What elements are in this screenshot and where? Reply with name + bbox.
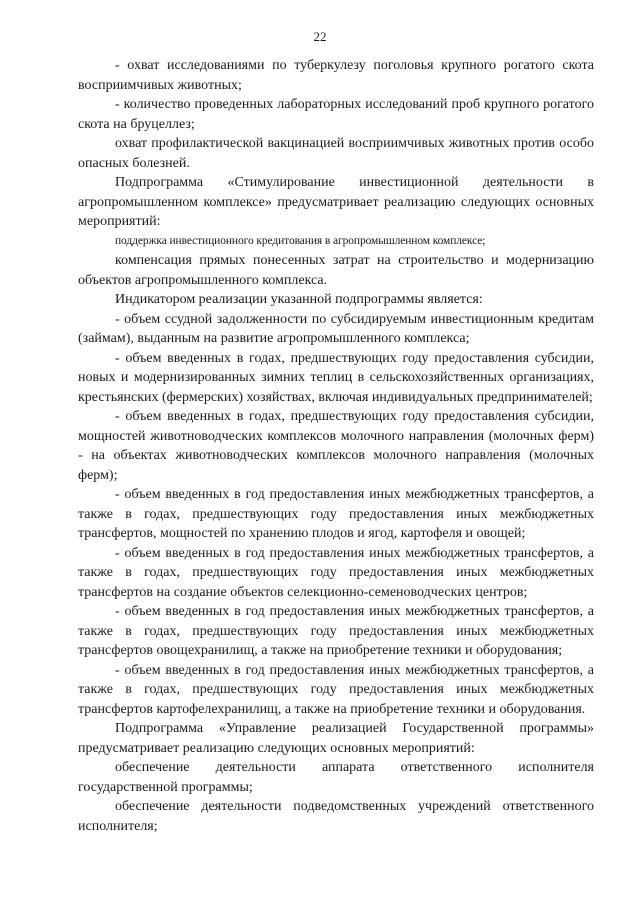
page-number: 22 — [313, 29, 327, 44]
paragraph: охват профилактической вакцинацией восприимчивых животных против особо опасных болезней. — [78, 136, 594, 171]
paragraph: Индикатором реализации указанной подпрограммы является: — [115, 292, 483, 307]
paragraph: Подпрограмма «Стимулирование инвестиционной деятельности в агропромышленном комплексе» предусматривает реализацию следующих основных мероприятий: — [78, 175, 594, 229]
paragraph: обеспечение деятельности аппарата ответственного исполнителя государственной программы; — [78, 760, 594, 795]
paragraph: Подпрограмма «Управление реализацией Государственной программы» предусматривает реализацию следующих основных мероприятий: — [78, 721, 594, 756]
paragraph: - объем ссудной задолженности по субсидируемым инвестиционным кредитам (займам), выданным на развитие агропромышленного комплекса; — [78, 311, 594, 346]
paragraph: - объем введенных в год предоставления иных межбюджетных трансфертов, а также в годах, предшествующих году предоставления иных межбюджетных трансфертов, мощностей по хранению плодов и ягод, картофеля и овощей; — [78, 487, 594, 541]
paragraph: компенсация прямых понесенных затрат на строительство и модернизацию объектов агропромышленного комплекса. — [78, 253, 594, 288]
paragraph: - объем введенных в год предоставления иных межбюджетных трансфертов, а также в годах, предшествующих году предоставления иных межбюджетных трансфертов на создание объектов селекционно-семеноводческих центров; — [78, 545, 594, 600]
paragraph: - объем введенных в год предоставления иных межбюджетных трансфертов, а также в годах, предшествующих году предоставления иных межбюджетных трансфертов картофелехранилищ, а также на приобретение техники и оборудования. — [78, 662, 594, 717]
paragraph: - количество проведенных лабораторных исследований проб крупного рогатого скота на бруцеллез; — [78, 97, 594, 132]
paragraph: - объем введенных в год предоставления иных межбюджетных трансфертов, а также в годах, предшествующих году предоставления иных межбюджетных трансфертов овощехранилищ, а также на приобретение техники и оборудования; — [78, 604, 594, 658]
paragraph: - объем введенных в годах, предшествующих году предоставления субсидии, новых и модернизированных зимних теплиц в сельскохозяйственных организациях, крестьянских (фермерских) хозяйствах, включая индивидуальных предпринимателей; — [78, 350, 594, 405]
paragraph: поддержка инвестиционного кредитования в агропромышленном комплексе; — [115, 234, 486, 247]
document-body — [78, 56, 594, 836]
paragraph: - объем введенных в годах, предшествующих году предоставления субсидии, мощностей животноводческих комплексов молочного направления (молочных ферм) - на объектах животноводческих комплексов молочного направления (молочных ферм); — [78, 409, 594, 483]
paragraph: обеспечение деятельности подведомственных учреждений ответственного исполнителя; — [78, 799, 594, 834]
paragraph: - охват исследованиями по туберкулезу поголовья крупного рогатого скота восприимчивых животных; — [78, 58, 594, 93]
